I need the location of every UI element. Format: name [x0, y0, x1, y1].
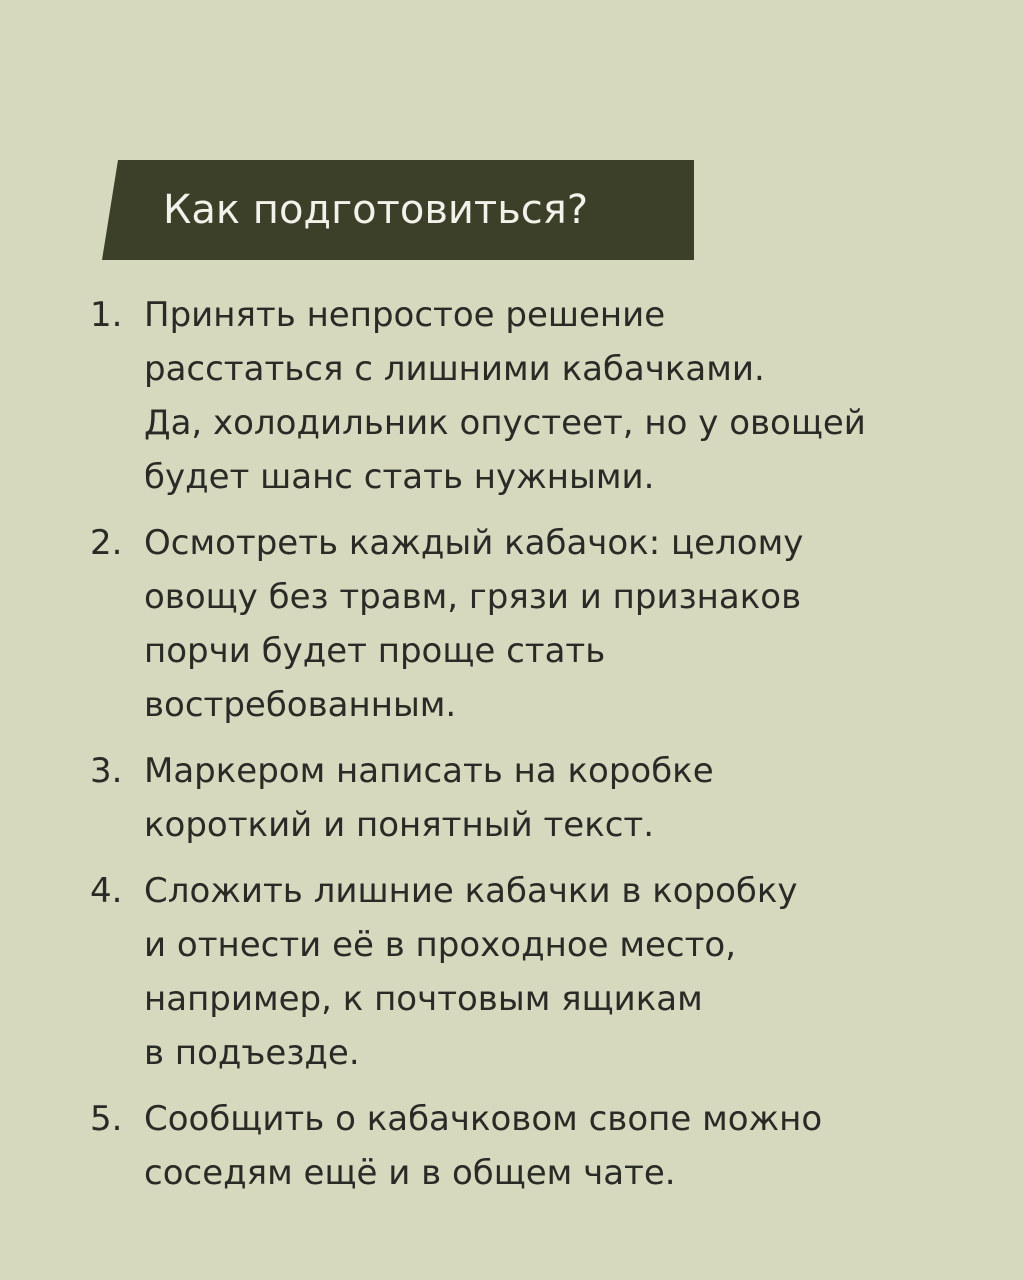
step-text-line: расстаться с лишними кабачками.	[144, 349, 765, 389]
step-text-line: овощу без травм, грязи и признаков	[144, 577, 802, 617]
list-item	[90, 288, 990, 504]
list-item	[90, 744, 990, 852]
steps-list	[90, 288, 990, 1212]
step-text-line: например, к почтовым ящикам	[144, 979, 703, 1019]
list-item	[90, 516, 990, 732]
step-text-line: Сложить лишние кабачки в коробку	[144, 871, 798, 911]
step-text-line: порчи будет проще стать	[144, 631, 606, 671]
step-text-line: Сообщить о кабачковом свопе можно	[144, 1099, 823, 1139]
step-number: 1.	[90, 295, 123, 335]
list-item	[90, 1092, 990, 1200]
step-text-line: короткий и понятный текст.	[144, 805, 655, 845]
step-text-line: Осмотреть каждый кабачок: целому	[144, 523, 804, 563]
page-title: Как подготовиться?	[163, 187, 589, 233]
step-text-line: Да, холодильник опустеет, но у овощей	[144, 403, 866, 443]
step-number: 4.	[90, 871, 123, 911]
step-text-line: соседям ещё и в общем чате.	[144, 1153, 676, 1193]
step-text-line: Маркером написать на коробке	[144, 751, 714, 791]
list-item	[90, 864, 990, 1080]
step-text-line: будет шанс стать нужными.	[144, 457, 655, 497]
step-text-line: востребованным.	[144, 685, 457, 725]
step-text-line: в подъезде.	[144, 1033, 360, 1073]
step-number: 5.	[90, 1099, 123, 1139]
step-number: 2.	[90, 523, 123, 563]
step-number: 3.	[90, 751, 123, 791]
step-text-line: и отнести её в проходное место,	[144, 925, 737, 965]
step-text-line: Принять непростое решение	[144, 295, 666, 335]
